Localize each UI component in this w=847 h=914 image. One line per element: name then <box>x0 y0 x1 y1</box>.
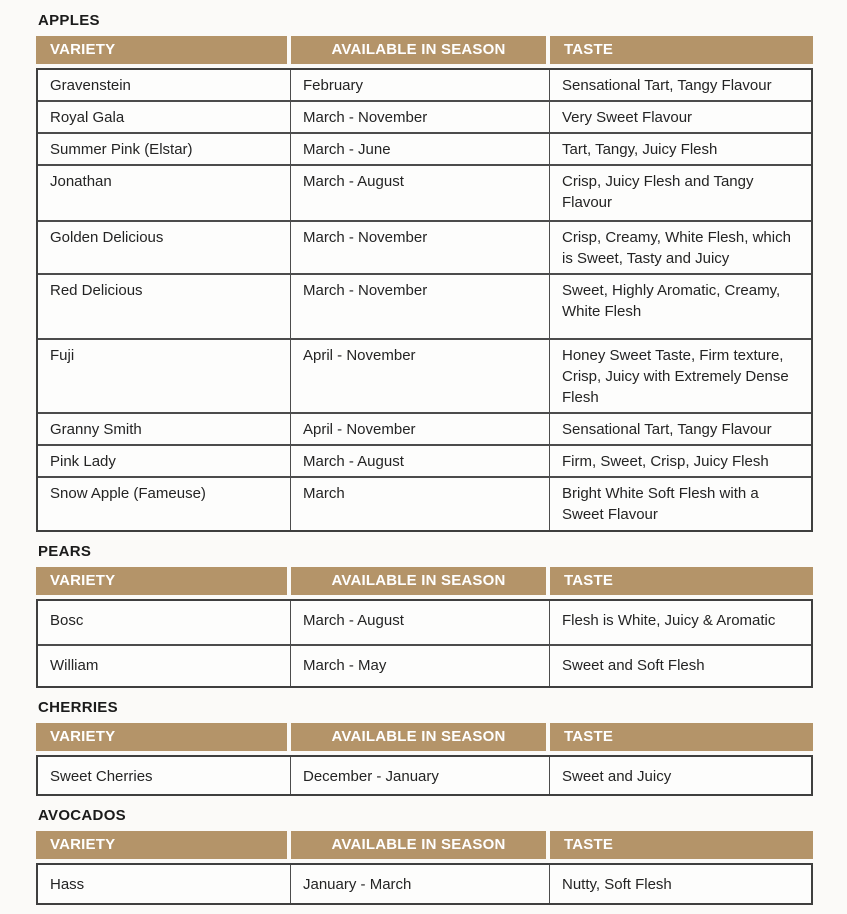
table-header-row <box>36 831 813 859</box>
cell-season: March - August <box>291 601 550 644</box>
section-apples <box>36 12 813 532</box>
cell-taste: Sensational Tart, Tangy Flavour <box>562 421 772 438</box>
cell-variety: Snow Apple (Fameuse) <box>38 478 291 530</box>
cell-variety: Gravenstein <box>38 70 291 100</box>
cell-taste: Crisp, Juicy Flesh and Tangy Flavour <box>562 173 754 211</box>
cell-season: February <box>291 70 550 100</box>
cell-season: March - November <box>291 275 550 338</box>
table-header-row <box>36 36 813 64</box>
cell-taste: Crisp, Creamy, White Flesh, which is Sweet, Tasty and Juicy <box>562 229 791 267</box>
table-header-row <box>36 567 813 595</box>
cell-taste: Honey Sweet Taste, Firm texture, Crisp, Juicy with Extremely Dense Flesh <box>562 347 789 406</box>
header-cell-variety: VARIETY <box>36 723 291 751</box>
cell-taste: Sweet, Highly Aromatic, Creamy, White Flesh <box>562 282 781 320</box>
header-cell-taste: TASTE <box>550 567 813 595</box>
table-row <box>38 222 811 275</box>
table-body-pears <box>36 599 813 688</box>
cell-season: March - August <box>291 166 550 220</box>
cell-season: January - March <box>291 865 550 903</box>
table-row <box>38 102 811 134</box>
table-header-row <box>36 723 813 751</box>
cell-season: March - August <box>291 446 550 476</box>
cell-variety: Summer Pink (Elstar) <box>38 134 291 164</box>
section-title-pears: PEARS <box>38 543 92 560</box>
table-row <box>38 275 811 340</box>
cell-variety: Red Delicious <box>38 275 291 338</box>
header-cell-taste: TASTE <box>550 36 813 64</box>
table-row <box>38 70 811 102</box>
header-cell-season: AVAILABLE IN SEASON <box>291 831 550 859</box>
table-row <box>38 340 811 414</box>
table-row <box>38 757 811 794</box>
table-row <box>38 478 811 530</box>
table-body-apples <box>36 68 813 532</box>
cell-taste: Tart, Tangy, Juicy Flesh <box>562 141 718 158</box>
section-cherries <box>36 699 813 796</box>
header-cell-season: AVAILABLE IN SEASON <box>291 36 550 64</box>
table-row <box>38 601 811 646</box>
section-title-cherries: CHERRIES <box>38 699 118 716</box>
section-title-avocados: AVOCADOS <box>38 807 126 824</box>
table-body-avocados <box>36 863 813 905</box>
cell-taste: Firm, Sweet, Crisp, Juicy Flesh <box>562 453 769 470</box>
cell-variety: Hass <box>38 865 291 903</box>
cell-taste: Bright White Soft Flesh with a Sweet Flavour <box>562 485 759 523</box>
cell-taste: Flesh is White, Juicy & Aromatic <box>562 612 776 629</box>
cell-variety: Jonathan <box>38 166 291 220</box>
cell-variety: Royal Gala <box>38 102 291 132</box>
cell-taste: Sweet and Soft Flesh <box>562 657 705 674</box>
cell-season: March - May <box>291 646 550 686</box>
header-cell-season: AVAILABLE IN SEASON <box>291 567 550 595</box>
header-cell-variety: VARIETY <box>36 36 291 64</box>
header-cell-taste: TASTE <box>550 723 813 751</box>
header-cell-season: AVAILABLE IN SEASON <box>291 723 550 751</box>
header-cell-variety: VARIETY <box>36 567 291 595</box>
cell-season: March - November <box>291 222 550 273</box>
cell-taste: Sweet and Juicy <box>562 768 672 785</box>
cell-season: March - June <box>291 134 550 164</box>
cell-variety: Granny Smith <box>38 414 291 444</box>
table-row <box>38 865 811 903</box>
cell-variety: Sweet Cherries <box>38 757 291 794</box>
cell-season: December - January <box>291 757 550 794</box>
cell-variety: William <box>38 646 291 686</box>
cell-variety: Bosc <box>38 601 291 644</box>
table-row <box>38 446 811 478</box>
cell-season: April - November <box>291 414 550 444</box>
table-row <box>38 414 811 446</box>
header-cell-variety: VARIETY <box>36 831 291 859</box>
cell-taste: Nutty, Soft Flesh <box>562 876 672 893</box>
cell-season: March <box>291 478 550 530</box>
cell-variety: Fuji <box>38 340 291 412</box>
cell-taste: Sensational Tart, Tangy Flavour <box>562 77 772 94</box>
cell-taste: Very Sweet Flavour <box>562 109 693 126</box>
section-pears <box>36 543 813 688</box>
cell-variety: Golden Delicious <box>38 222 291 273</box>
table-row <box>38 166 811 222</box>
table-row <box>38 134 811 166</box>
cell-season: March - November <box>291 102 550 132</box>
table-body-cherries <box>36 755 813 796</box>
section-title-apples: APPLES <box>38 12 100 29</box>
header-cell-taste: TASTE <box>550 831 813 859</box>
table-row <box>38 646 811 686</box>
cell-season: April - November <box>291 340 550 412</box>
section-avocados <box>36 807 813 905</box>
cell-variety: Pink Lady <box>38 446 291 476</box>
